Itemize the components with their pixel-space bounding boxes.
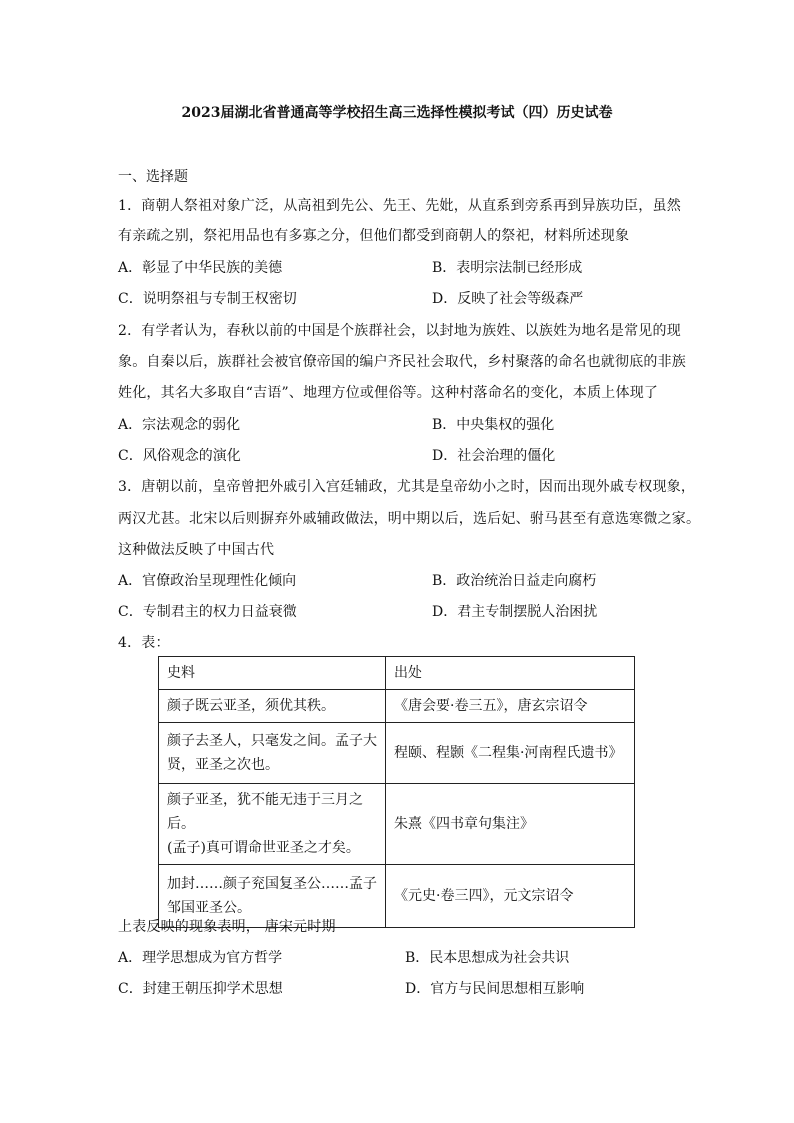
q1-line-1: 1．商朝人祭祖对象广泛，从高祖到先公、先王、先妣，从直系到旁系再到异族功臣，虽然 [118, 198, 681, 214]
q2-option-d: D．社会治理的僵化 [432, 448, 556, 464]
source-line: 加封……颜子兖国复圣公……孟子 [167, 876, 377, 892]
table-header-row [159, 657, 635, 690]
source-line: 颜子既云亚圣，须优其秩。 [167, 698, 335, 714]
section-heading: 一、选择题 [118, 169, 188, 185]
q1-option-b: B．表明宗法制已经形成 [432, 260, 583, 276]
q1-option-a: A．彰显了中华民族的美德 [118, 260, 283, 276]
source-line: (孟子)真可谓命世亚圣之才矣。 [167, 840, 360, 856]
table-row [159, 723, 635, 784]
q2-option-a: A．宗法观念的弱化 [118, 417, 241, 433]
q3-line-1: 3．唐朝以前，皇帝曾把外戚引入宫廷辅政，尤其是皇帝幼小之时，因而出现外戚专权现象， [118, 479, 696, 495]
q2-option-c: C．风俗观念的演化 [118, 448, 241, 464]
q1-option-c: C．说明祭祖与专制王权密切 [118, 291, 297, 307]
q4-label: 4．表： [118, 635, 170, 651]
q2-line-2: 象。自秦以后，族群社会被官僚帝国的编户齐民社会取代，乡村聚落的命名也就彻底的非族 [118, 354, 686, 370]
q3-option-d: D．君主专制摆脱人治困扰 [432, 604, 598, 620]
q4-option-b: B．民本思想成为社会共识 [405, 950, 570, 966]
table-header-source: 史料 [159, 657, 386, 690]
table-row [159, 784, 635, 865]
table-cell-source [159, 784, 386, 865]
table-cell-origin: 朱熹《四书章句集注》 [386, 784, 635, 865]
source-line: 颜子去圣人，只毫发之间。孟子大 [167, 733, 377, 749]
q4-option-c: C．封建王朝压抑学术思想 [118, 981, 283, 997]
q3-line-3: 这种做法反映了中国古代 [118, 542, 275, 558]
q3-option-c: C．专制君主的权力日益衰微 [118, 604, 297, 620]
table-cell-source [159, 723, 386, 784]
history-sources-table [158, 656, 635, 928]
q2-option-b: B．中央集权的强化 [432, 417, 555, 433]
q3-line-2: 两汉尤甚。北宋以后则摒弃外戚辅政做法，明中期以后，选后妃、驸马甚至有意选寒微之家。 [118, 511, 701, 527]
q4-option-d: D．官方与民间思想相互影响 [405, 981, 585, 997]
q4-stem: 上表反映的现象表明， 唐宋元时期 [118, 919, 336, 935]
q3-option-b: B．政治统治日益走向腐朽 [432, 573, 597, 589]
table-row [159, 690, 635, 723]
table-cell-origin: 程颐、程颢《二程集·河南程氏遗书》 [386, 723, 635, 784]
q1-line-2: 有亲疏之别，祭祀用品也有多寡之分，但他们都受到商朝人的祭祀，材料所述现象 [118, 228, 630, 244]
table-header-origin: 出处 [386, 657, 635, 690]
q2-line-3: 姓化，其名大多取自“吉语”、地理方位或俚俗等。这种村落命名的变化，本质上体现了 [118, 385, 659, 401]
table-cell-source [159, 690, 386, 723]
source-line: 贤，亚圣之次也。 [167, 757, 279, 773]
page-title: 2023届湖北省普通高等学校招生高三选择性模拟考试（四）历史试卷 [181, 105, 613, 121]
q1-option-d: D．反映了社会等级森严 [432, 291, 584, 307]
q2-line-1: 2．有学者认为，春秋以前的中国是个族群社会，以封地为族姓、以族姓为地名是常见的现 [118, 323, 681, 339]
source-line: 邹国亚圣公。 [167, 900, 251, 916]
q4-option-a: A．理学思想成为官方哲学 [118, 950, 283, 966]
table-cell-origin: 《元史·卷三四》，元文宗诏令 [386, 865, 635, 928]
q3-option-a: A．官僚政治呈现理性化倾向 [118, 573, 297, 589]
source-line: 颜子亚圣，犹不能无违于三月之后。 [167, 792, 363, 832]
table-cell-origin: 《唐会要·卷三五》，唐玄宗诏令 [386, 690, 635, 723]
